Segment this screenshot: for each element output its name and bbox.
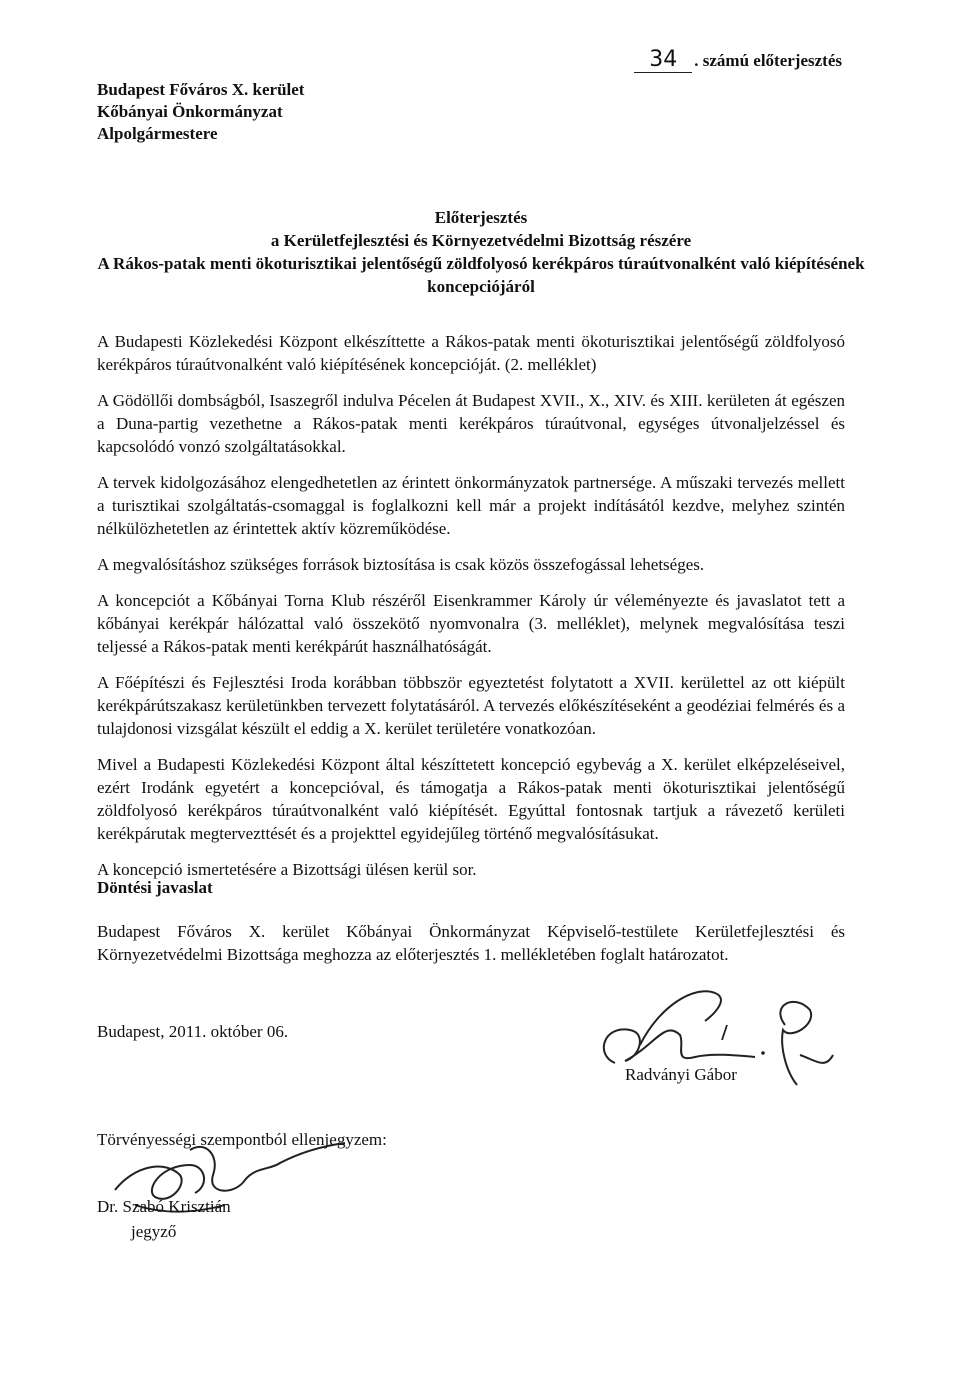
legal-signatory-name: Dr. Szabó Krisztián <box>97 1197 231 1216</box>
sender-line-1: Budapest Főváros X. kerület <box>97 80 305 99</box>
document-date: Budapest, 2011. október 06. <box>97 1022 289 1041</box>
body-paragraph-4: A megvalósításhoz szükséges források biztosítása is csak közös összefogással lehetséges. <box>97 555 705 574</box>
sender-line-3: Alpolgármestere <box>97 124 218 143</box>
heading-addressee: a Kerületfejlesztési és Környezetvédelmi Bizottság részére <box>270 231 692 250</box>
body-paragraph-1: A Budapesti Közlekedési Központ elkészíttette a Rákos-patak menti ökoturisztikai jelentőségű zöldfolyosó kerékpáros túraútvonalként való kiépítésének koncepcióját. (2. melléklet) <box>97 332 845 374</box>
decision-text: Budapest Főváros X. kerület Kőbányai Önkormányzat Képviselő-testülete Kerületfejlesztési és Környezetvédelmi Bizottsága meghozza az előterjesztés 1. mellékletében foglalt határozatot. <box>97 922 845 964</box>
document-number-suffix: . számú előterjesztés <box>694 51 842 70</box>
document-number <box>634 47 842 73</box>
legal-countersign-label: Törvényességi szempontból ellenjegyzem: <box>97 1130 387 1149</box>
sender-line-2: Kőbányai Önkormányzat <box>97 102 283 121</box>
decision-title: Döntési javaslat <box>97 878 213 897</box>
signatory-name: Radványi Gábor <box>625 1065 737 1084</box>
body-paragraph-8: A koncepció ismertetésére a Bizottsági ülésen kerül sor. <box>97 860 477 879</box>
heading-title: Előterjesztés <box>434 208 528 227</box>
body-paragraph-5: A koncepciót a Kőbányai Torna Klub részéről Eisenkrammer Károly úr véleményezte és javaslatot tett a kőbányai kerékpár hálózattal való összekötő nyomvonalra (3. melléklet), melynek megvalósítása teszi teljessé a Rákos-patak menti kerékpárút használhatóságát. <box>97 591 845 656</box>
document-number-handwritten: 34 <box>634 50 692 73</box>
sender-block <box>97 79 304 145</box>
heading-subject: A Rákos-patak menti ökoturisztikai jelentőségű zöldfolyosó kerékpáros túraútvonalként való kiépítésének koncepciójáról <box>97 254 865 296</box>
body-paragraph-2: A Gödöllői dombságból, Isaszegről indulva Pécelen át Budapest XVII., X., XIV. és XIII. kerületen át egészen a Duna-partig vezethetne a Rákos-patak menti kerékpáros túraútvonal, egységes útvonaljelzéssel és kapcsolódó vonzó szolgáltatásokkal. <box>97 391 845 456</box>
body-paragraph-3: A tervek kidolgozásához elengedhetetlen az érintett önkormányzatok partnersége. A műszaki tervezés mellett a turisztikai szolgáltatás-csomaggal is foglalkozni kell már a projekt indításától kezdve, melyhez szintén nélkülözhetetlen az érintettek aktív közreműködése. <box>97 473 845 538</box>
legal-signatory-title: jegyző <box>131 1222 177 1241</box>
body-paragraph-7: Mivel a Budapesti Közlekedési Központ által készíttetett koncepció egybevág a X. kerület elképzeléseivel, ezért Irodánk egyetért a koncepcióval, és támogatja a Rákos-patak menti ökoturisztikai jelentőségű zöldfolyosó kerékpáros túraútvonalként való kiépítését. Egyúttal fontosnak tartjuk a rávezető kerületi kerékpárutak megtervezttését és a projekttel egyidejűleg történő megvalósításukat. <box>97 755 845 843</box>
body-paragraph-6: A Főépítészi és Fejlesztési Iroda korábban többször egyeztetést folytatott a XVII. kerülettel az ott kiépült kerékpárútszakasz kerületünkben tervezett folytatásáról. A tervezés előkészítéseként a geodéziai felmérés és a tulajdonosi vizsgálat készült el eddig a X. kerület területére vonatkozóan. <box>97 673 845 738</box>
signature-szabo <box>95 1135 355 1235</box>
document-body <box>97 330 845 894</box>
document-heading <box>97 206 865 298</box>
